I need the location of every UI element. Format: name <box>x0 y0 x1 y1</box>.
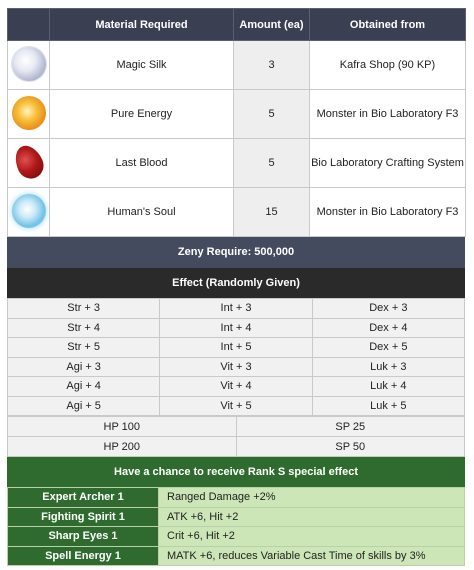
last-blood-icon <box>10 141 48 183</box>
special-name: Spell Energy 1 <box>8 546 159 566</box>
effect-cell: Int + 5 <box>160 338 312 358</box>
effect-cell: Vit + 3 <box>160 357 312 377</box>
effect-row <box>8 377 465 397</box>
effect-cell: Agi + 4 <box>8 377 160 397</box>
effect-row <box>8 357 465 377</box>
material-row <box>8 188 466 237</box>
hp-sp-table <box>7 416 465 457</box>
magic-silk-icon <box>12 47 46 81</box>
material-header-source: Obtained from <box>310 9 466 41</box>
material-header-amount: Amount (ea) <box>234 9 310 41</box>
material-amount: 15 <box>234 188 310 237</box>
rank-s-title: Have a chance to receive Rank S special effect <box>7 457 465 487</box>
special-row <box>8 527 465 547</box>
effect-cell: Luk + 3 <box>312 357 464 377</box>
material-source: Monster in Bio Laboratory F3 <box>310 90 466 139</box>
hp-cell: HP 100 <box>8 417 237 437</box>
effect-cell: Str + 5 <box>8 338 160 358</box>
special-row <box>8 507 465 527</box>
refine-info-panel <box>7 8 465 566</box>
pure-energy-icon <box>12 96 46 130</box>
special-effect-table <box>7 487 465 566</box>
material-amount: 5 <box>234 90 310 139</box>
material-name: Human's Soul <box>50 188 234 237</box>
hp-cell: HP 200 <box>8 437 237 457</box>
material-source: Bio Laboratory Crafting System <box>310 139 466 188</box>
special-desc: Ranged Damage +2% <box>159 488 465 508</box>
material-row <box>8 41 466 90</box>
effect-row <box>8 396 465 416</box>
special-row <box>8 546 465 566</box>
material-source: Kafra Shop (90 KP) <box>310 41 466 90</box>
special-row <box>8 488 465 508</box>
special-desc: Crit +6, Hit +2 <box>159 527 465 547</box>
zeny-requirement: Zeny Require: 500,000 <box>7 237 465 268</box>
special-desc: MATK +6, reduces Variable Cast Time of skills by 3% <box>159 546 465 566</box>
sp-cell: SP 50 <box>236 437 465 457</box>
effect-cell: Agi + 5 <box>8 396 160 416</box>
special-desc: ATK +6, Hit +2 <box>159 507 465 527</box>
material-table <box>7 8 466 237</box>
hp-sp-row <box>8 437 465 457</box>
sp-cell: SP 25 <box>236 417 465 437</box>
material-header-name: Material Required <box>50 9 234 41</box>
effect-cell: Agi + 3 <box>8 357 160 377</box>
effect-row <box>8 338 465 358</box>
hp-sp-row <box>8 417 465 437</box>
material-name: Last Blood <box>50 139 234 188</box>
material-name: Pure Energy <box>50 90 234 139</box>
effect-cell: Dex + 5 <box>312 338 464 358</box>
material-source: Monster in Bio Laboratory F3 <box>310 188 466 237</box>
material-amount: 3 <box>234 41 310 90</box>
effect-cell: Dex + 3 <box>312 299 464 319</box>
effect-row <box>8 299 465 319</box>
effect-cell: Vit + 4 <box>160 377 312 397</box>
effect-title: Effect (Randomly Given) <box>7 268 465 298</box>
effect-cell: Dex + 4 <box>312 318 464 338</box>
special-name: Sharp Eyes 1 <box>8 527 159 547</box>
effect-cell: Vit + 5 <box>160 396 312 416</box>
special-name: Fighting Spirit 1 <box>8 507 159 527</box>
material-amount: 5 <box>234 139 310 188</box>
effect-cell: Int + 4 <box>160 318 312 338</box>
effect-table <box>7 298 465 416</box>
material-name: Magic Silk <box>50 41 234 90</box>
material-table-header <box>8 9 466 41</box>
material-row <box>8 139 466 188</box>
material-row <box>8 90 466 139</box>
effect-row <box>8 318 465 338</box>
humans-soul-icon <box>12 194 46 228</box>
effect-cell: Luk + 4 <box>312 377 464 397</box>
effect-cell: Str + 3 <box>8 299 160 319</box>
effect-cell: Luk + 5 <box>312 396 464 416</box>
effect-cell: Str + 4 <box>8 318 160 338</box>
special-name: Expert Archer 1 <box>8 488 159 508</box>
material-header-icon-spacer <box>8 9 50 41</box>
effect-cell: Int + 3 <box>160 299 312 319</box>
